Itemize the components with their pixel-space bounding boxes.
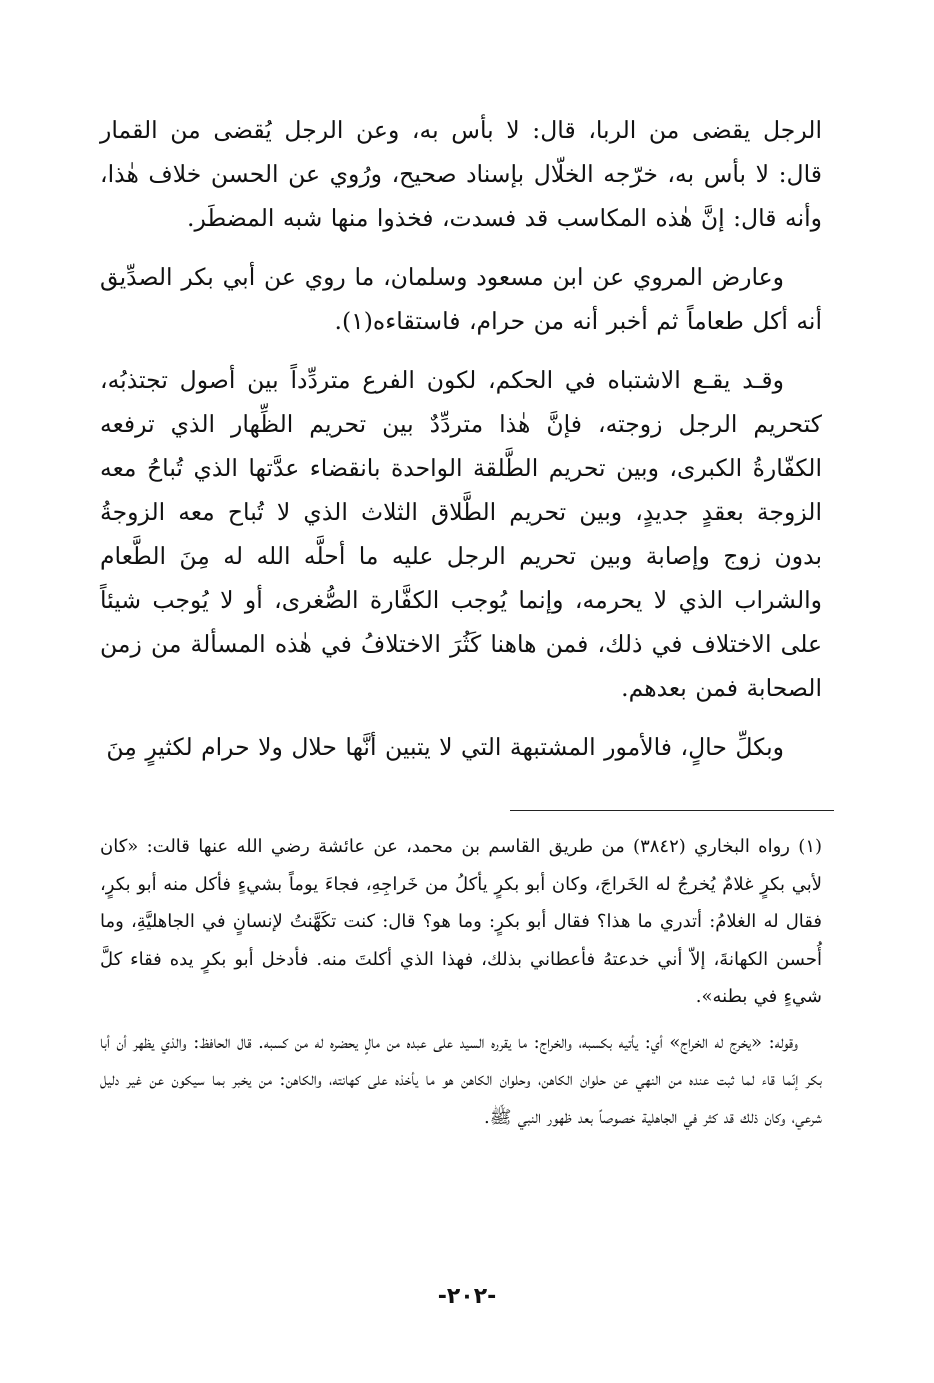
footnote-separator: [510, 810, 834, 811]
footnote-commentary: وقوله: «يخرج له الخراج» أي: يأتيه بكسبه، والخراج: ما يقرره السيد على عبده من مالٍ يحضره له من كسبه. قال الحافظ: والذي يظهر أن أبا بكر إنّما قاء لما ثبت عنده من النهي عن حلوان الكاهن، وحلوان الكاهن هو ما يأخذه على كهانته، والكاهن: من يخبر بما سيكون عن غير دليل شرعي، وكان ذلك قد كثر في الجاهلية خصوصاً بعد ظهور النبي ﷺ.: [100, 1031, 822, 1128]
page-number: -٢٠٢-: [437, 1284, 497, 1309]
body-paragraph-4: وبكلِّ حالٍ، فالأمور المشتبهة التي لا يتبين أنَّها حلال ولا حرام لكثيرٍ مِنَ: [106, 733, 784, 761]
footnotes: [100, 828, 822, 1136]
footnote-1: (١) رواه البخاري (٣٨٤٢) من طريق القاسم بن محمد، عن عائشة رضي الله عنها قالت: «كان لأبي بكرٍ غلامٌ يُخرجُ له الخَراجَ، وكان أبو بكرٍ يأكلُ من خَراجِهِ، فجاءَ يوماً بشيءٍ فأكل منه أبو بكرٍ، فقال له الغلامُ: أتدري ما هذا؟ فقال أبو بكرٍ: وما هو؟ قال: كنت تكَهَّنتُ لإنسانٍ في الجاهليَّةِ، وما أُحسن الكهانةَ، إلاّ أني خدعتهُ فأعطاني بذلك، فهذا الذي أكلتَ منه. فأدخل أبو بكرٍ يده فقاء كلَّ شيءٍ في بطنه».: [100, 836, 823, 1007]
body-paragraph-3: وقـد يقـع الاشتباه في الحكم، لكون الفرع متردِّداً بين أصول تجتذبُه، كتحريم الرجل زوجته، فإنَّ هٰذا متردِّدٌ بين تحريم الظِّهار الذي ترفعه الكفّارةُ الكبرى، وبين تحريم الطَّلقة الواحدة بانقضاء عدَّتها الذي تُباحُ معه الزوجة بعقدٍ جديدٍ، وبين تحريم الطَّلاق الثلاث الذي لا تُباح معه الزوجةُ بدون زوج وإصابة وبين تحريم الرجل عليه ما أحلَّه الله له مِنَ الطَّعام والشراب الذي لا يحرمه، وإنما يُوجب الكفَّارة الصُّغرى، أو لا يُوجب شيئاً على الاختلاف في ذلك، فمن هاهنا كَثُرَ الاختلافُ في هٰذه المسألة من زمن الصحابة فمن بعدهم.: [100, 366, 822, 702]
body-paragraph-2: وعارض المروي عن ابن مسعود وسلمان، ما روي عن أبي بكر الصدِّيق أنه أكل طعاماً ثم أخبر أنه من حرام، فاستقاءه(١).: [100, 263, 822, 335]
body-paragraph-1: الرجل يقضى من الربا، قال: لا بأس به، وعن الرجل يُقضى من القمار قال: لا بأس به، خرّجه الخلّال بإسناد صحيح، ورُوي عن الحسن خلاف هٰذا، وأنه قال: إنَّ هٰذه المكاسب قد فسدت، فخذوا منها شبه المضطَر.: [100, 116, 822, 232]
main-text: [100, 108, 822, 769]
